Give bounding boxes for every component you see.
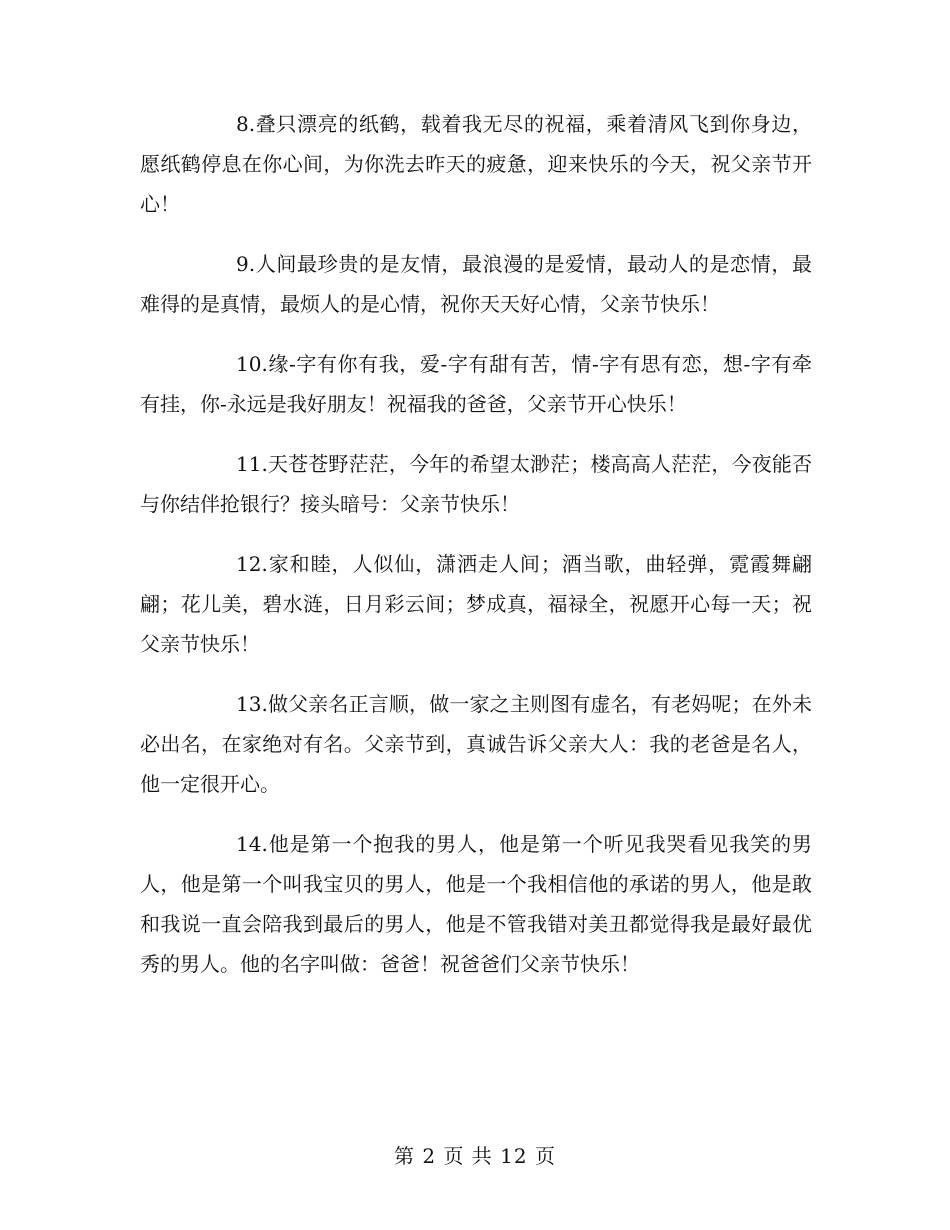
list-item xyxy=(140,344,812,424)
item-number: 9. xyxy=(236,252,256,276)
list-item xyxy=(140,244,812,324)
item-text: 做父亲名正言顺，做一家之主则图有虚名，有老妈呢；在外未必出名，在家绝对有名。父亲节到，真诚告诉父亲大人：我的老爸是名人，他一定很开心。 xyxy=(140,692,812,796)
page-footer: 第 2 页 共 12 页 xyxy=(394,1144,556,1168)
item-text: 叠只漂亮的纸鹤，载着我无尽的祝福，乘着清风飞到你身边，愿纸鹤停息在你心间，为你洗去昨天的疲惫，迎来快乐的今天，祝父亲节开心！ xyxy=(140,112,812,216)
list-item xyxy=(140,104,812,224)
list-item xyxy=(140,544,812,664)
item-text: 人间最珍贵的是友情，最浪漫的是爱情，最动人的是恋情，最难得的是真情，最烦人的是心情，祝你天天好心情，父亲节快乐！ xyxy=(140,252,812,316)
item-number: 8. xyxy=(236,112,256,136)
list-item xyxy=(140,684,812,804)
item-text: 缘-字有你有我，爱-字有甜有苦，情-字有思有恋，想-字有牵有挂，你-永远是我好朋友！祝福我的爸爸，父亲节开心快乐！ xyxy=(140,352,812,416)
document-body xyxy=(140,104,812,1004)
item-text: 天苍苍野茫茫，今年的希望太渺茫；楼高高人茫茫，今夜能否与你结伴抢银行？接头暗号：父亲节快乐！ xyxy=(140,452,812,516)
item-number: 10. xyxy=(236,352,268,376)
item-text: 家和睦，人似仙，潇洒走人间；酒当歌，曲轻弹，霓霞舞翩翩；花儿美，碧水涟，日月彩云间；梦成真，福禄全，祝愿开心每一天；祝父亲节快乐！ xyxy=(140,552,812,656)
item-number: 11. xyxy=(236,452,268,476)
list-item xyxy=(140,824,812,984)
list-item xyxy=(140,444,812,524)
item-number: 12. xyxy=(236,552,268,576)
item-text: 他是第一个抱我的男人，他是第一个听见我哭看见我笑的男人，他是第一个叫我宝贝的男人，他是一个我相信他的承诺的男人，他是敢和我说一直会陪我到最后的男人，他是不管我错对美丑都觉得我是最好最优秀的男人。他的名字叫做：爸爸！祝爸爸们父亲节快乐！ xyxy=(140,832,812,976)
item-number: 13. xyxy=(236,692,268,716)
item-number: 14. xyxy=(236,832,268,856)
